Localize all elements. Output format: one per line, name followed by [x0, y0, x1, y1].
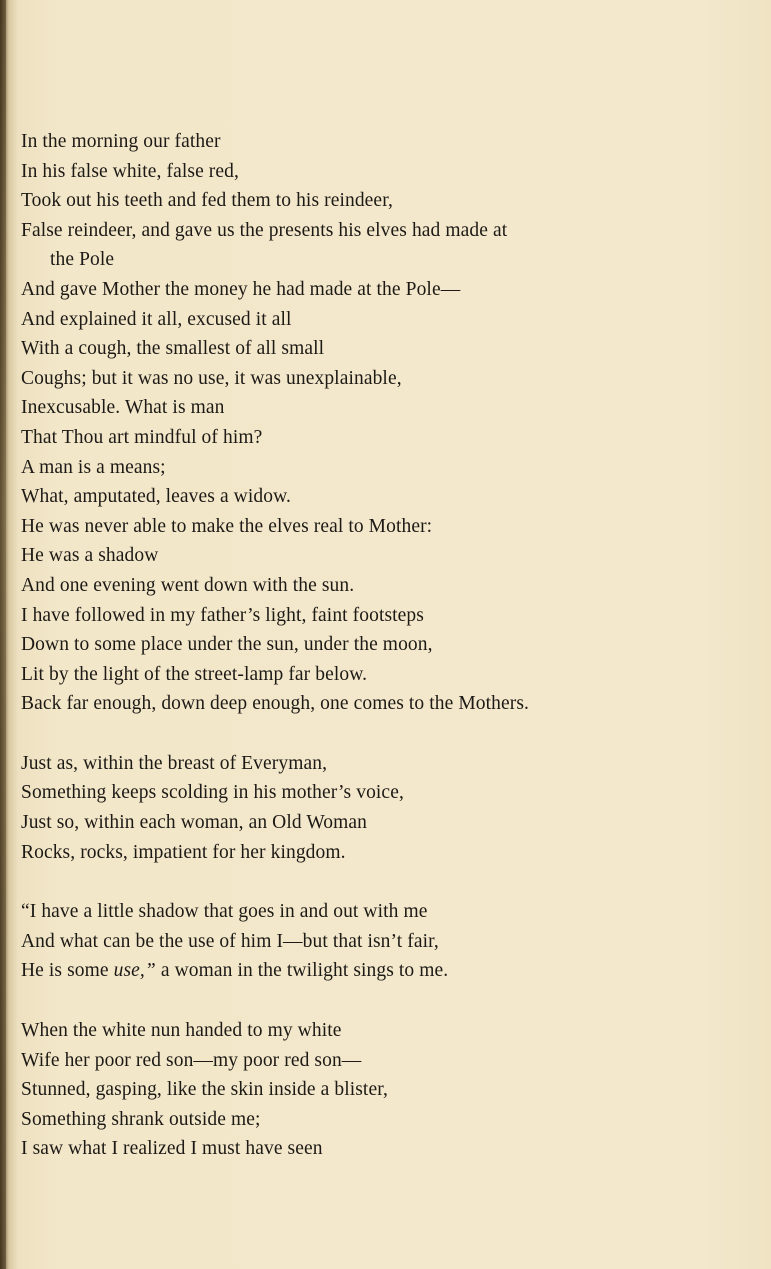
poem-line: Something shrank outside me;	[21, 1108, 261, 1130]
stanza-4	[21, 1016, 761, 1164]
poem-line: Lit by the light of the street-lamp far below.	[21, 663, 368, 685]
poem-line: Just as, within the breast of Everyman,	[21, 752, 328, 774]
stanza-3	[21, 897, 761, 986]
poem-line: Down to some place under the sun, under the moon,	[21, 634, 433, 656]
line-text-after: a woman in the twilight sings to me.	[155, 960, 449, 982]
poem-line: And explained it all, excused it all	[21, 308, 292, 330]
poem-line: Wife her poor red son—my poor red son—	[21, 1049, 362, 1071]
poem-line: False reindeer, and gave us the presents his elves had made at	[21, 219, 508, 241]
poem-line: Took out his teeth and fed them to his reindeer,	[21, 190, 393, 212]
poem-line: Stunned, gasping, like the skin inside a blister,	[21, 1079, 388, 1101]
poem-line: In his false white, false red,	[21, 160, 239, 182]
poem-line: He was a shadow	[21, 545, 159, 567]
page-gutter-shadow	[0, 0, 6, 1269]
poem-line: What, amputated, leaves a widow.	[21, 486, 291, 508]
poem-line: Back far enough, down deep enough, one comes to the Mothers.	[21, 693, 529, 715]
poem-line-with-italic	[21, 956, 761, 986]
poem-line-continuation: the Pole	[50, 249, 115, 271]
poem-line: A man is a means;	[21, 456, 166, 478]
poem-line: I have followed in my father’s light, faint footsteps	[21, 604, 424, 626]
poem-line: “I have a little shadow that goes in and out with me	[21, 901, 428, 923]
poem-line: And one evening went down with the sun.	[21, 574, 355, 596]
poem-line: When the white nun handed to my white	[21, 1020, 342, 1042]
stanza-1	[21, 127, 761, 719]
line-text-before: He is some	[21, 960, 114, 982]
poem-line: Coughs; but it was no use, it was unexplainable,	[21, 367, 402, 389]
poem-line: And what can be the use of him I—but that isn’t fair,	[21, 930, 439, 952]
poem-text	[21, 127, 761, 1194]
poem-line: Inexcusable. What is man	[21, 397, 225, 419]
poem-line: And gave Mother the money he had made at the Pole—	[21, 278, 461, 300]
stanza-2	[21, 749, 761, 867]
poem-line: In the morning our father	[21, 131, 221, 152]
poem-line: That Thou art mindful of him?	[21, 426, 263, 448]
poem-line: Just so, within each woman, an Old Woman	[21, 812, 367, 834]
poem-line: With a cough, the smallest of all small	[21, 338, 325, 360]
poem-line: Rocks, rocks, impatient for her kingdom.	[21, 841, 346, 863]
poem-line: I saw what I realized I must have seen	[21, 1138, 323, 1160]
poem-line: Something keeps scolding in his mother’s voice,	[21, 782, 404, 804]
italic-word: use,”	[113, 960, 156, 982]
poem-line: He was never able to make the elves real to Mother:	[21, 515, 433, 537]
